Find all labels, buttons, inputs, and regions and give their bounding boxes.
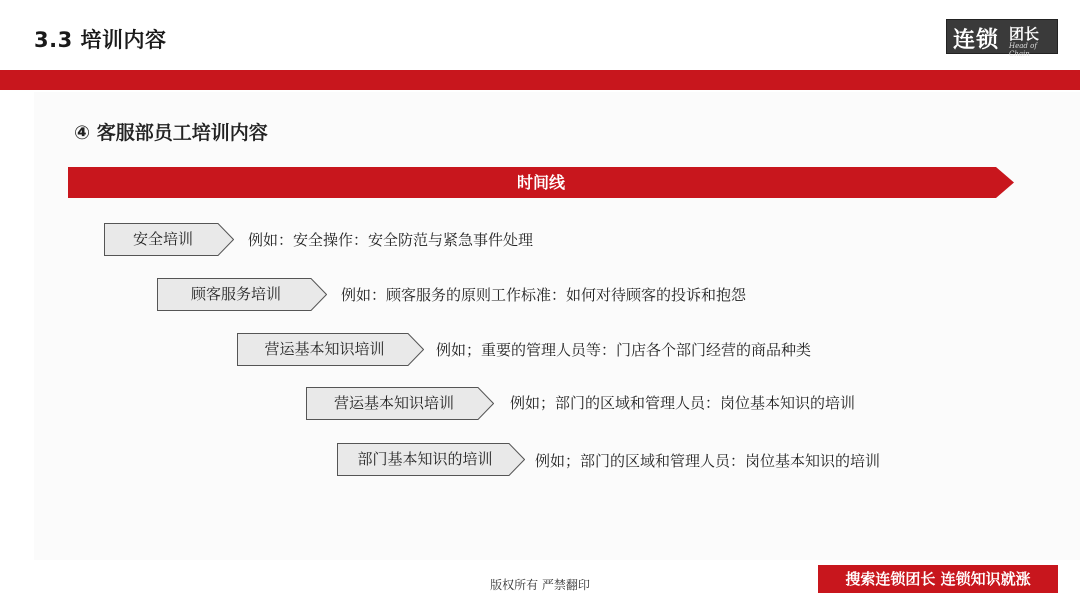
- logo-english-text: Head of Chain: [1009, 42, 1037, 58]
- item-label: 营运基本知识培训: [264, 340, 385, 358]
- timeline-label: 时间线: [516, 173, 565, 192]
- header-red-band: [0, 70, 1080, 90]
- footer-copyright: 版权所有 严禁翻印: [490, 578, 590, 592]
- item-description: 例如；部门的区域和管理人员：岗位基本知识的培训: [510, 394, 856, 412]
- section-heading: ④ 客服部员工培训内容: [74, 122, 268, 144]
- item-box-5: [337, 443, 525, 476]
- item-description: 例如：顾客服务的原则工作标准：如何对待顾客的投诉和抱怨: [341, 286, 747, 304]
- brand-logo: [946, 19, 1058, 58]
- item-box-4: [306, 387, 494, 420]
- logo-sub-text: 团长: [1009, 25, 1040, 43]
- logo-main-text: 连锁: [953, 28, 1000, 53]
- item-description: 例如：安全操作：安全防范与紧急事件处理: [248, 231, 534, 249]
- footer-banner: 搜索连锁团长 连锁知识就涨: [818, 565, 1058, 593]
- item-box-2: [157, 278, 327, 311]
- page-title: 3.3 培训内容: [34, 28, 167, 52]
- content-background: [34, 92, 1080, 560]
- item-box-3: [237, 333, 424, 366]
- timeline-arrow-bar: [68, 167, 1014, 198]
- item-box-1: [104, 223, 234, 256]
- item-description: 例如；重要的管理人员等：门店各个部门经营的商品种类: [436, 341, 812, 359]
- item-label: 顾客服务培训: [190, 285, 281, 303]
- item-label: 部门基本知识的培训: [357, 450, 493, 468]
- item-label: 安全培训: [132, 230, 193, 248]
- item-description: 例如；部门的区域和管理人员：岗位基本知识的培训: [535, 452, 881, 470]
- item-label: 营运基本知识培训: [333, 394, 454, 412]
